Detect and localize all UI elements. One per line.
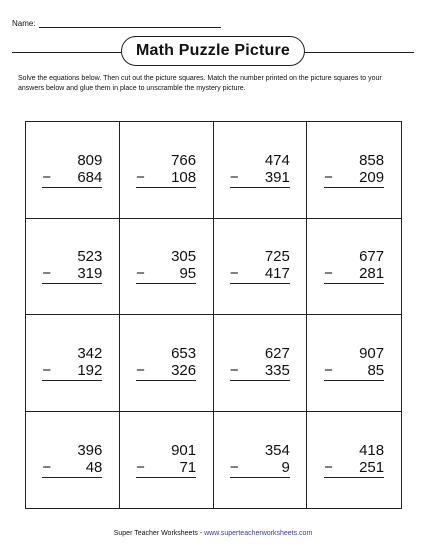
subtrahend-row <box>324 362 384 381</box>
minuend: 725 <box>264 248 290 266</box>
subtraction-problem <box>324 345 384 381</box>
subtrahend: 192 <box>77 361 103 379</box>
subtrahend: 71 <box>179 458 197 476</box>
subtrahend: 209 <box>359 168 385 186</box>
minuend: 396 <box>77 441 103 459</box>
subtrahend-row <box>324 459 384 478</box>
footer-url[interactable]: www.superteacherworksheets.com <box>204 530 313 537</box>
minuend: 627 <box>264 344 290 362</box>
subtraction-problem <box>42 152 102 188</box>
minuend: 474 <box>264 151 290 169</box>
minuend: 907 <box>359 344 385 362</box>
subtrahend: 326 <box>171 361 197 379</box>
problem-cell <box>214 315 308 412</box>
problem-cell <box>307 219 401 316</box>
subtraction-problem <box>324 152 384 188</box>
problem-cell <box>120 122 214 219</box>
subtrahend-row <box>42 265 102 284</box>
name-field-row <box>12 18 221 28</box>
minus-sign: − <box>229 458 239 476</box>
subtrahend-row <box>324 169 384 188</box>
minuend: 305 <box>171 248 197 266</box>
subtraction-problem <box>136 152 196 188</box>
minus-sign: − <box>324 361 333 379</box>
subtraction-problem <box>42 442 102 478</box>
minus-sign: − <box>136 265 145 283</box>
subtrahend: 85 <box>367 361 385 379</box>
subtrahend: 251 <box>359 458 385 476</box>
minus-sign: − <box>229 361 239 379</box>
subtraction-problem <box>42 345 102 381</box>
minus-sign: − <box>42 168 52 186</box>
subtraction-problem <box>230 152 290 188</box>
instructions: Solve the equations below. Then cut out the picture squares. Match the number printed on the picture squares to your answers below and glue them in place to unscramble the mystery picture. <box>18 75 382 92</box>
minuend: 653 <box>171 344 197 362</box>
name-line[interactable] <box>39 18 221 28</box>
subtrahend-row <box>230 459 290 478</box>
problem-cell <box>214 219 308 316</box>
name-label: Name: <box>12 19 36 28</box>
problem-cell <box>26 412 120 509</box>
subtrahend-row <box>42 459 102 478</box>
subtraction-problem <box>230 442 290 478</box>
subtrahend-row <box>136 169 196 188</box>
subtraction-problem <box>136 248 196 284</box>
problem-cell <box>214 412 308 509</box>
subtrahend-row <box>324 265 384 284</box>
footer <box>0 530 426 537</box>
problem-cell <box>120 412 214 509</box>
minus-sign: − <box>42 265 52 283</box>
subtrahend-row <box>230 362 290 381</box>
problem-grid <box>25 121 402 509</box>
subtraction-problem <box>136 345 196 381</box>
page-title: Math Puzzle Picture <box>121 36 305 66</box>
subtraction-problem <box>324 248 384 284</box>
subtrahend: 319 <box>77 265 103 283</box>
subtrahend: 108 <box>171 168 197 186</box>
subtrahend: 391 <box>264 168 290 186</box>
minus-sign: − <box>42 458 52 476</box>
minuend: 901 <box>171 441 197 459</box>
subtrahend: 9 <box>281 458 290 476</box>
subtraction-problem <box>136 442 196 478</box>
subtrahend-row <box>136 362 196 381</box>
subtrahend-row <box>230 169 290 188</box>
subtraction-problem <box>230 345 290 381</box>
problem-cell <box>214 122 308 219</box>
problem-cell <box>307 412 401 509</box>
problem-cell <box>120 315 214 412</box>
minus-sign: − <box>229 168 239 186</box>
subtrahend: 417 <box>264 265 290 283</box>
minuend: 523 <box>77 248 103 266</box>
subtrahend-row <box>136 459 196 478</box>
subtrahend-row <box>136 265 196 284</box>
subtrahend-row <box>42 362 102 381</box>
footer-brand: Super Teacher Worksheets - <box>113 530 205 537</box>
subtrahend: 684 <box>77 168 103 186</box>
problem-cell <box>26 219 120 316</box>
subtraction-problem <box>324 442 384 478</box>
minus-sign: − <box>324 168 333 186</box>
minus-sign: − <box>42 361 52 379</box>
problem-cell <box>120 219 214 316</box>
minuend: 418 <box>359 441 385 459</box>
problem-cell <box>26 315 120 412</box>
minuend: 677 <box>359 248 385 266</box>
subtrahend-row <box>42 169 102 188</box>
minuend: 858 <box>359 151 385 169</box>
minus-sign: − <box>136 168 145 186</box>
problem-cell <box>307 122 401 219</box>
subtraction-problem <box>42 248 102 284</box>
subtrahend: 335 <box>264 361 290 379</box>
minus-sign: − <box>324 458 333 476</box>
minus-sign: − <box>136 361 145 379</box>
subtrahend: 48 <box>85 458 103 476</box>
minus-sign: − <box>229 265 239 283</box>
minus-sign: − <box>136 458 145 476</box>
problem-cell <box>307 315 401 412</box>
subtrahend: 95 <box>179 265 197 283</box>
problem-cell <box>26 122 120 219</box>
subtraction-problem <box>230 248 290 284</box>
subtrahend-row <box>230 265 290 284</box>
subtrahend: 281 <box>359 265 385 283</box>
minus-sign: − <box>324 265 333 283</box>
minuend: 342 <box>77 344 103 362</box>
minuend: 354 <box>264 441 290 459</box>
minuend: 766 <box>171 151 197 169</box>
minuend: 809 <box>77 151 103 169</box>
